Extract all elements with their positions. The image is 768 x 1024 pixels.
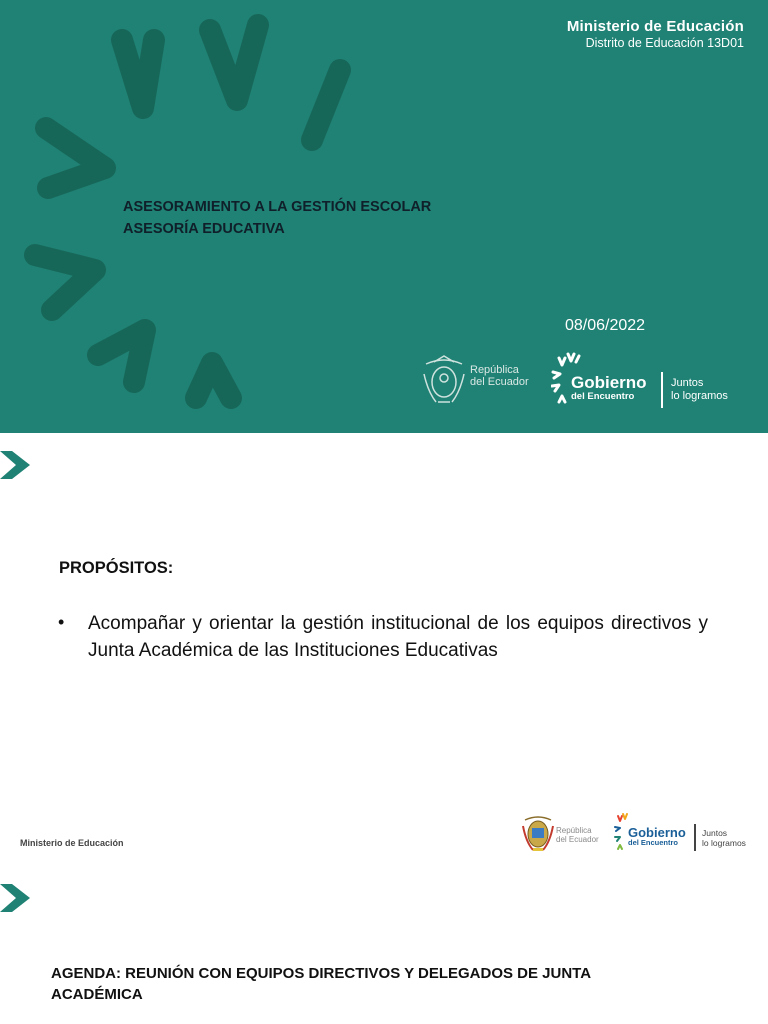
logo-separator	[661, 372, 663, 408]
gobierno-burst-icon	[614, 813, 628, 853]
footer-gobierno-big: Gobierno	[628, 825, 686, 840]
gobierno-small: del Encuentro	[571, 391, 635, 402]
ministry-name: Ministerio de Educación	[566, 18, 744, 35]
district-name: Distrito de Educación 13D01	[585, 36, 744, 50]
agenda-title: AGENDA: REUNIÓN CON EQUIPOS DIRECTIVOS Y DELEGADOS DE JUNTA ACADÉMICA	[51, 965, 591, 1003]
footer-juntos-line2: lo logramos	[702, 838, 746, 848]
footer-gobierno-text	[628, 826, 686, 847]
juntos-text	[671, 377, 728, 403]
cover-title-line1: ASESORAMIENTO A LA GESTIÓN ESCOLAR	[123, 199, 432, 215]
cover-slide	[0, 0, 768, 433]
gobierno-encuentro-text	[571, 374, 647, 402]
republica-ecuador-text	[470, 364, 529, 388]
republica-line2: del Ecuador	[470, 376, 529, 388]
footer-ministry: Ministerio de Educación	[20, 838, 124, 848]
footer-juntos-text	[702, 828, 746, 848]
ecuador-coat-of-arms-icon	[420, 352, 468, 412]
footer-juntos-line1: Juntos	[702, 828, 728, 838]
chevron-right-icon	[0, 878, 32, 918]
footer-logo-separator	[694, 824, 696, 851]
cover-title-line2: ASESORÍA EDUCATIVA	[123, 221, 285, 237]
footer-republica-text	[556, 826, 599, 844]
purposes-heading: PROPÓSITOS:	[59, 559, 174, 577]
footer-gobierno-small: del Encuentro	[628, 838, 679, 847]
purpose-bullet: Acompañar y orientar la gestión institucional de los equipos directivos y Junta Académica de las Instituciones Educativas	[88, 613, 708, 661]
chevron-right-icon	[0, 445, 32, 485]
footer-republica-line1: República	[556, 826, 592, 835]
juntos-line2: lo logramos	[671, 390, 728, 402]
gobierno-big: Gobierno	[571, 373, 647, 392]
republica-line1: República	[470, 364, 519, 376]
cover-date: 08/06/2022	[565, 317, 646, 334]
bullet-icon: •	[58, 612, 65, 632]
juntos-line1: Juntos	[671, 377, 704, 389]
footer-republica-line2: del Ecuador	[556, 835, 599, 844]
cover-title	[123, 196, 431, 240]
ministry-header	[567, 18, 744, 50]
ecuador-coat-of-arms-icon	[521, 812, 555, 854]
